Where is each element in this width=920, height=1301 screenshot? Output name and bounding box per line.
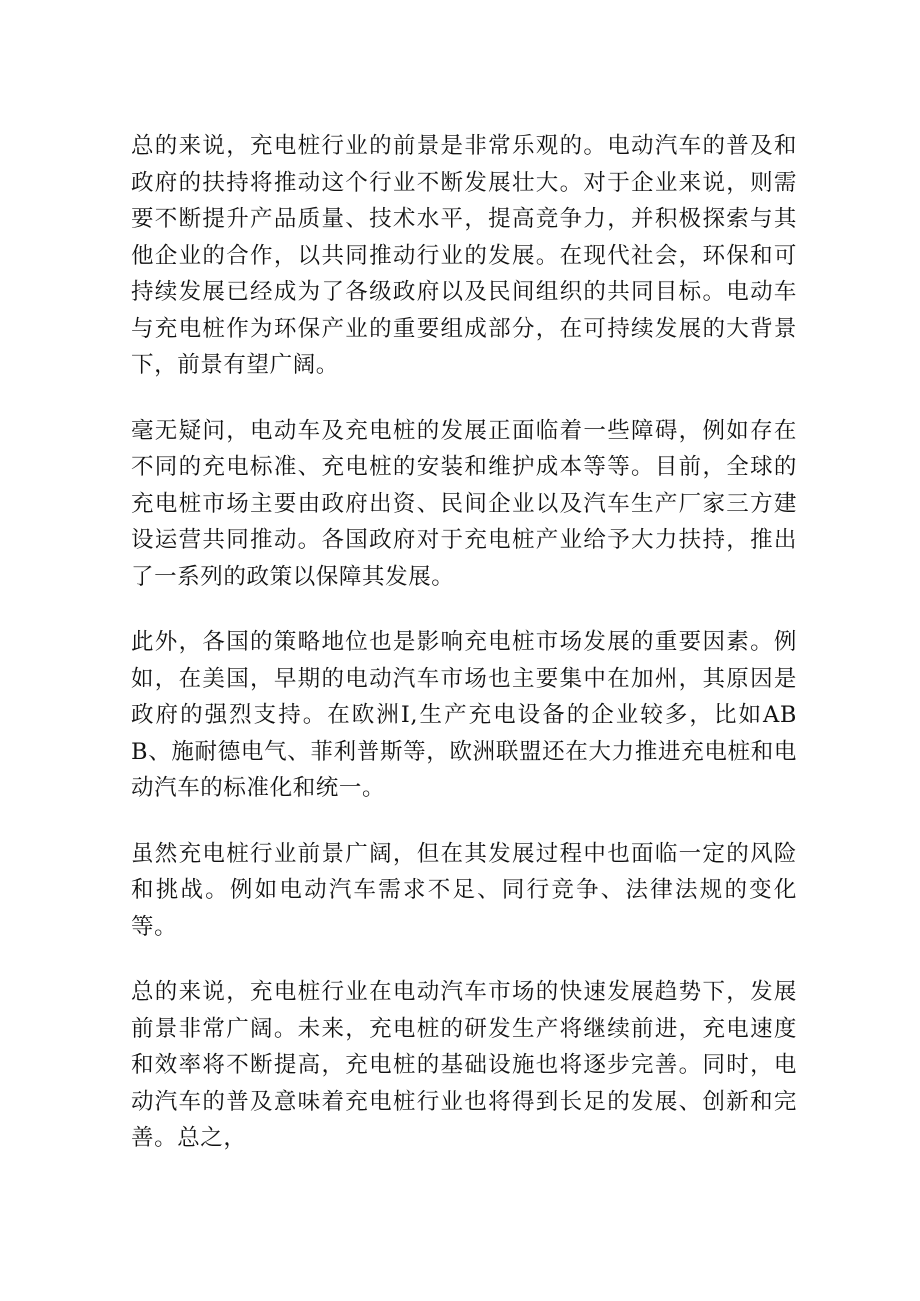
paragraph-4: 虽然充电桩行业前景广阔，但在其发展过程中也面临一定的风险和挑战。例如电动汽车需求不足、同行竞争、法律法规的变化等。	[131, 840, 797, 940]
paragraph-5: 总的来说，充电桩行业在电动汽车市场的快速发展趋势下，发展前景非常广阔。未来，充电桩的研发生产将继续前进，充电速度和效率将不断提高，充电桩的基础设施也将逐步完善。同时，电动汽车的普及意味着充电桩行业也将得到长足的发展、创新和完善。总之，	[131, 979, 797, 1151]
paragraph-2: 毫无疑问，电动车及充电桩的发展正面临着一些障碍，例如存在不同的充电标准、充电桩的安装和维护成本等等。目前，全球的充电桩市场主要由政府出资、民间企业以及汽车生产厂家三方建设运营共同推动。各国政府对于充电桩产业给予大力扶持，推出了一系列的政策以保障其发展。	[131, 417, 797, 590]
document-body	[131, 128, 797, 1186]
paragraph-3: 此外，各国的策略地位也是影响充电桩市场发展的重要因素。例如，在美国，早期的电动汽车市场也主要集中在加州，其原因是政府的强烈支持。在欧洲I,生产充电设备的企业较多，比如ABB、施耐德电气、菲利普斯等，欧洲联盟还在大力推进充电桩和电动汽车的标准化和统一。	[131, 629, 797, 801]
paragraph-1: 总的来说，充电桩行业的前景是非常乐观的。电动汽车的普及和政府的扶持将推动这个行业不断发展壮大。对于企业来说，则需要不断提升产品质量、技术水平，提高竞争力，并积极探索与其他企业的合作，以共同推动行业的发展。在现代社会，环保和可持续发展已经成为了各级政府以及民间组织的共同目标。电动车与充电桩作为环保产业的重要组成部分，在可持续发展的大背景下，前景有望广阔。	[131, 133, 797, 378]
